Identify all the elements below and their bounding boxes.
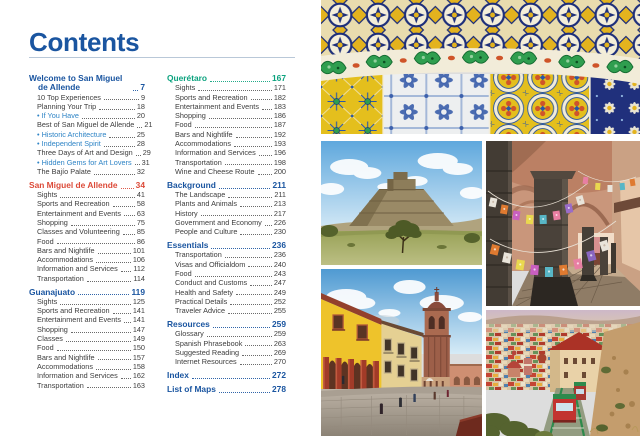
toc-entry: [167, 288, 286, 297]
toc-entry: [29, 264, 145, 273]
toc-entry-dots: [258, 174, 272, 175]
toc-entry-lbl: Sights: [37, 296, 58, 306]
toc-entry-lbl: • Hidden Gems for Art Lovers: [37, 157, 132, 167]
toc-entry-pg: 75: [136, 217, 145, 227]
toc-entry-dots: [82, 118, 135, 119]
toc-entry-lbl: Transportation: [37, 380, 84, 390]
toc-entry-dots: [121, 271, 132, 272]
toc-entry-pg: 63: [136, 208, 145, 218]
toc-entry: [167, 158, 286, 167]
toc-entry-pg: 243: [273, 268, 286, 278]
toc-entry-dots: [71, 225, 135, 226]
toc-entry-pg: 186: [273, 111, 286, 121]
toc-section-heading: [29, 181, 145, 190]
toc-entry-dots: [98, 253, 131, 254]
toc-entry: [29, 167, 145, 176]
toc-section-heading: [167, 371, 286, 380]
toc-section-heading: [29, 288, 145, 297]
toc-entry: [167, 130, 286, 139]
toc-section: [167, 320, 286, 366]
toc-entry-dots: [225, 257, 272, 258]
toc-section: [167, 385, 286, 394]
toc-entry: [29, 102, 145, 111]
toc-entry-pg: 29: [142, 148, 151, 158]
toc-column-left: [29, 73, 153, 394]
toc-entry-lbl: Spanish Phrasebook: [175, 338, 243, 348]
toc-entry-pg: 158: [132, 361, 145, 371]
toc-entry-dots: [245, 345, 271, 346]
toc-entry-lbl: Entertainment and Events: [37, 208, 121, 218]
toc-entry-dots: [240, 206, 272, 207]
toc-entry-pg: 211: [274, 190, 286, 200]
toc-section-heading-pg: 259: [272, 318, 286, 329]
toc-section-heading: [29, 74, 145, 93]
toc-entry: [29, 227, 145, 236]
toc-entry-pg: 112: [133, 264, 145, 274]
toc-entry-lbl: Classes: [37, 334, 63, 344]
toc-entry-pg: 125: [132, 296, 145, 306]
toc-section: [29, 181, 145, 283]
toc-entry-dots: [248, 266, 272, 267]
toc-entry-dots: [242, 355, 272, 356]
toc-entry-pg: 101: [132, 245, 145, 255]
toc-section-heading-dots: [78, 294, 129, 295]
toc-entry-lbl: Food: [175, 120, 192, 130]
toc-entry: [167, 190, 286, 199]
pyramid-illustration: [321, 141, 482, 265]
toc-entry-dots: [124, 215, 135, 216]
photo-talavera-tiles: [321, 0, 640, 134]
toc-section-heading-pg: 236: [272, 240, 286, 251]
toc-entry: [29, 157, 150, 167]
toc-entry-lbl: Three Days of Art and Design: [37, 148, 133, 158]
toc-entry-dots: [135, 164, 140, 165]
toc-entry-dots: [195, 127, 272, 128]
hillside-city-illustration: [486, 310, 640, 436]
toc-entry-lbl: Health and Safety: [175, 287, 234, 297]
toc-section-heading-dots: [211, 248, 270, 249]
toc-entry-lbl: Information and Services: [37, 371, 118, 381]
toc-entry: [29, 237, 145, 246]
toc-entry-lbl: Bars and Nightlife: [37, 352, 95, 362]
toc-section-heading-pg: 278: [272, 383, 286, 394]
toc-entry-lbl: Sights: [175, 83, 196, 93]
toc-entry-pg: 171: [273, 83, 286, 93]
toc-section-heading-lbl: Index: [167, 369, 189, 380]
toc-section-heading-dots: [219, 188, 271, 189]
toc-entry-pg: 200: [273, 166, 286, 176]
toc-entry-lbl: Bars and Nightlife: [37, 245, 95, 255]
toc-entry-lbl: Transportation: [175, 250, 222, 260]
toc-entry-pg: 157: [132, 352, 145, 362]
toc-entry: [29, 362, 145, 371]
toc-section-heading-lbl: Resources: [167, 318, 210, 329]
toc-entry-dots: [265, 225, 272, 226]
toc-entry-pg: 86: [136, 236, 145, 246]
toc-section-heading-dots: [213, 327, 270, 328]
toc-entry: [167, 348, 286, 357]
toc-entry: [167, 339, 286, 348]
toc-entry: [167, 297, 286, 306]
toc-entry-dots: [104, 99, 139, 100]
toc-section-heading-lbl: Guanajuato: [29, 286, 76, 297]
toc-entry-pg: 141: [132, 306, 145, 316]
toc-entry: [167, 329, 286, 338]
toc-section: [167, 181, 286, 237]
toc-entry-pg: 106: [132, 255, 145, 265]
toc-entry-pg: 187: [273, 120, 286, 130]
toc-entry: [167, 120, 286, 129]
toc-section-heading: [167, 320, 286, 329]
toc-entry-dots: [60, 304, 131, 305]
toc-entry-dots: [94, 174, 135, 175]
toc-entry-dots: [259, 155, 272, 156]
toc-entry-pg: 182: [273, 92, 286, 102]
toc-entry-pg: 163: [132, 380, 145, 390]
toc-entry-pg: 247: [273, 278, 286, 288]
toc-entry-pg: 9: [140, 92, 145, 102]
toc-entry-lbl: Bars and Nightlife: [175, 129, 233, 139]
toc-entry-pg: 31: [141, 157, 150, 167]
toc-entry-pg: 147: [132, 324, 145, 334]
toc-entry: [167, 139, 286, 148]
toc-entry: [167, 218, 286, 227]
page-title: Contents: [29, 27, 140, 57]
toc-entry-pg: 226: [273, 217, 286, 227]
toc-entry-pg: 21: [144, 120, 153, 130]
toc-entry-dots: [66, 341, 131, 342]
toc-section-heading-pg: 7: [140, 82, 145, 93]
toc-section-heading: [167, 74, 286, 83]
toc-entry-lbl: Traveler Advice: [175, 306, 226, 316]
toc-entry-lbl: Shopping: [37, 324, 68, 334]
toc-entry-lbl: The Landscape: [175, 190, 226, 200]
toc-entry-lbl: • Independent Spirit: [37, 139, 101, 149]
toc-entry-lbl: Sports and Recreation: [37, 306, 110, 316]
toc-entry-lbl: Planning Your Trip: [37, 101, 97, 111]
toc-column-right: [167, 74, 286, 394]
toc-entry-pg: 18: [136, 101, 145, 111]
toc-entry: [29, 246, 145, 255]
toc-entry-lbl: History: [175, 208, 198, 218]
toc-entry-dots: [87, 387, 131, 388]
toc-entry-pg: 270: [273, 357, 286, 367]
toc-entry-dots: [207, 336, 272, 337]
toc-entry-dots: [124, 322, 131, 323]
toc-section-heading: [167, 385, 286, 394]
toc-entry-dots: [198, 90, 272, 91]
toc-entry-pg: 25: [136, 129, 145, 139]
toc-entry-pg: 269: [273, 347, 286, 357]
toc-entry: [29, 353, 145, 362]
toc-entry-lbl: Information and Services: [175, 148, 256, 158]
toc-section-heading-lbl: Welcome to San Miguel de Allende: [29, 73, 123, 93]
toc-entry-lbl: Sports and Recreation: [175, 92, 248, 102]
toc-entry-pg: 255: [273, 306, 286, 316]
toc-entry-pg: 28: [136, 139, 145, 149]
toc-entry-pg: 196: [273, 148, 286, 158]
toc-entry: [29, 139, 145, 148]
toc-entry-pg: 236: [273, 250, 286, 260]
toc-section-heading-pg: 119: [131, 286, 145, 297]
toc-entry-lbl: Practical Details: [175, 296, 228, 306]
toc-entry: [29, 209, 145, 218]
toc-entry-pg: 249: [273, 287, 286, 297]
table-of-contents: [29, 74, 286, 394]
toc-section: [167, 371, 286, 380]
toc-entry-lbl: Best of San Miguel de Allende: [37, 120, 135, 130]
toc-entry-pg: 20: [136, 111, 145, 121]
toc-entry: [167, 199, 286, 208]
toc-entry-dots: [262, 109, 272, 110]
toc-section-heading-dots: [121, 188, 134, 189]
toc-entry: [167, 148, 286, 157]
toc-entry: [29, 148, 151, 158]
toc-section-heading-dots: [219, 392, 270, 393]
toc-entry: [29, 371, 145, 380]
toc-entry-lbl: Entertainment and Events: [175, 101, 259, 111]
toc-entry: [167, 209, 286, 218]
toc-entry-dots: [195, 276, 272, 277]
toc-entry-lbl: • Historic Architecture: [37, 129, 107, 139]
toc-section-heading-lbl: List of Maps: [167, 383, 216, 394]
toc-entry-pg: 41: [136, 190, 145, 200]
toc-entry-pg: 58: [136, 199, 145, 209]
toc-section-heading: [167, 181, 286, 190]
toc-section-heading-dots: [210, 81, 270, 82]
photo-hillside-city: [486, 310, 640, 436]
toc-entry-pg: 263: [273, 338, 286, 348]
toc-entry-pg: 192: [273, 129, 286, 139]
toc-entry-lbl: Shopping: [37, 217, 68, 227]
toc-entry: [29, 297, 145, 306]
toc-entry: [167, 357, 286, 366]
arcade-illustration: [486, 141, 640, 306]
toc-entry: [29, 343, 145, 352]
toc-section: [29, 288, 145, 390]
toc-entry-pg: 230: [273, 227, 286, 237]
toc-entry: [167, 306, 286, 315]
toc-entry-lbl: Visas and Officialdom: [175, 259, 246, 269]
toc-entry-pg: 240: [273, 259, 286, 269]
photo-plaza: [321, 269, 482, 436]
toc-entry-pg: 259: [273, 329, 286, 339]
toc-entry: [29, 111, 145, 120]
toc-entry: [167, 269, 286, 278]
toc-entry: [29, 120, 153, 130]
toc-entry-pg: 150: [132, 343, 145, 353]
toc-entry-dots: [113, 313, 131, 314]
toc-entry-dots: [240, 234, 271, 235]
photo-pyramid: [321, 141, 482, 265]
toc-entry-dots: [98, 359, 131, 360]
toc-entry-lbl: Information and Services: [37, 264, 118, 274]
toc-entry: [29, 381, 145, 390]
toc-entry-lbl: Plants and Animals: [175, 199, 238, 209]
toc-entry-lbl: Accommodations: [37, 361, 93, 371]
toc-entry-dots: [104, 146, 135, 147]
toc-entry: [29, 306, 145, 315]
toc-entry-pg: 252: [273, 296, 286, 306]
toc-entry-lbl: Suggested Reading: [175, 347, 240, 357]
toc-entry: [167, 93, 286, 102]
toc-section-heading-pg: 167: [272, 73, 286, 83]
toc-entry: [29, 325, 145, 334]
talavera-tiles-illustration: [321, 0, 640, 134]
toc-entry-pg: 141: [132, 315, 145, 325]
toc-entry-lbl: Food: [37, 343, 54, 353]
toc-entry-dots: [240, 364, 272, 365]
toc-entry-lbl: Accommodations: [37, 255, 93, 265]
toc-entry-dots: [96, 369, 131, 370]
toc-entry-dots: [71, 332, 131, 333]
toc-section: [167, 241, 286, 315]
toc-entry-dots: [236, 137, 272, 138]
toc-entry-lbl: Government and Economy: [175, 217, 262, 227]
toc-entry: [167, 260, 286, 269]
toc-entry-dots: [123, 234, 135, 235]
toc-entry-lbl: Classes and Volunteering: [37, 227, 120, 237]
toc-section: [29, 73, 153, 176]
toc-entry-pg: 85: [136, 227, 145, 237]
toc-entry-lbl: Transportation: [37, 273, 84, 283]
toc-entry-pg: 32: [136, 166, 145, 176]
toc-section-heading-lbl: San Miguel de Allende: [29, 179, 118, 190]
toc-entry-dots: [113, 206, 135, 207]
toc-entry: [167, 111, 286, 120]
toc-entry-dots: [121, 378, 131, 379]
toc-section: [167, 74, 286, 176]
toc-entry-dots: [225, 164, 272, 165]
foreground-bushes: [486, 413, 553, 436]
toc-entry: [167, 250, 286, 259]
toc-entry-lbl: Shopping: [175, 111, 206, 121]
toc-entry-dots: [236, 294, 272, 295]
toc-entry-dots: [87, 281, 132, 282]
toc-entry-pg: 193: [273, 139, 286, 149]
toc-section-heading-lbl: Essentials: [167, 240, 209, 251]
toc-section-heading-pg: 211: [272, 179, 286, 190]
toc-entry-dots: [99, 109, 135, 110]
toc-section-heading-dots: [192, 378, 270, 379]
toc-entry-dots: [57, 243, 135, 244]
toc-entry: [29, 255, 145, 264]
toc-entry-lbl: Accommodations: [175, 139, 231, 149]
toc-entry-lbl: Entertainment and Events: [37, 315, 121, 325]
toc-entry-dots: [234, 146, 272, 147]
toc-entry-pg: 217: [273, 208, 286, 218]
toc-entry-dots: [251, 99, 272, 100]
toc-section-heading-dots: [133, 90, 138, 91]
toc-entry-dots: [250, 285, 272, 286]
toc-entry-pg: 183: [273, 101, 286, 111]
toc-entry-dots: [109, 137, 134, 138]
toc-entry: [29, 190, 145, 199]
toc-entry-lbl: The Bajío Palate: [37, 166, 91, 176]
funicular: [542, 382, 590, 436]
toc-entry-pg: 213: [273, 199, 286, 209]
toc-entry-dots: [209, 118, 272, 119]
toc-entry-lbl: Glossary: [175, 329, 204, 339]
toc-section-heading-pg: 272: [272, 369, 286, 380]
toc-entry: [29, 199, 145, 208]
toc-entry: [167, 102, 286, 111]
toc-entry: [167, 278, 286, 287]
toc-entry-lbl: Wine and Cheese Route: [175, 166, 255, 176]
toc-section-heading-lbl: Querétaro: [167, 73, 208, 83]
toc-entry-dots: [57, 350, 131, 351]
toc-entry-lbl: Food: [37, 236, 54, 246]
toc-entry-pg: 149: [132, 334, 145, 344]
toc-entry-lbl: • If You Have: [37, 111, 79, 121]
toc-entry: [167, 83, 286, 92]
toc-section-heading-lbl: Background: [167, 179, 216, 190]
toc-entry-dots: [228, 197, 272, 198]
toc-entry-lbl: 10 Top Experiences: [37, 92, 101, 102]
photo-arcade: [486, 141, 640, 306]
toc-entry-lbl: People and Culture: [175, 227, 238, 237]
toc-entry-dots: [230, 304, 272, 305]
toc-entry-lbl: Internet Resources: [175, 357, 237, 367]
toc-entry: [29, 130, 145, 139]
toc-entry: [29, 334, 145, 343]
toc-entry-lbl: Food: [175, 268, 192, 278]
toc-entry-dots: [96, 262, 131, 263]
toc-entry-dots: [137, 127, 142, 128]
toc-entry: [29, 218, 145, 227]
toc-entry-lbl: Sports and Recreation: [37, 199, 110, 209]
toc-entry-dots: [201, 215, 272, 216]
toc-entry-dots: [228, 313, 272, 314]
toc-entry-dots: [136, 155, 141, 156]
toc-entry: [29, 93, 145, 102]
toc-entry-pg: 114: [133, 273, 145, 283]
toc-section-heading-pg: 34: [135, 179, 145, 190]
toc-entry: [29, 274, 145, 283]
toc-entry-pg: 162: [132, 371, 145, 381]
toc-entry-pg: 198: [273, 157, 286, 167]
plaza-illustration: [321, 269, 482, 436]
toc-entry-lbl: Conduct and Customs: [175, 278, 248, 288]
toc-entry-dots: [60, 197, 135, 198]
toc-entry: [167, 227, 286, 236]
toc-entry: [167, 167, 286, 176]
toc-entry: [29, 315, 145, 324]
toc-entry-lbl: Transportation: [175, 157, 222, 167]
title-underline: [29, 57, 295, 58]
toc-entry-lbl: Sights: [37, 190, 58, 200]
toc-section-heading: [167, 241, 286, 250]
